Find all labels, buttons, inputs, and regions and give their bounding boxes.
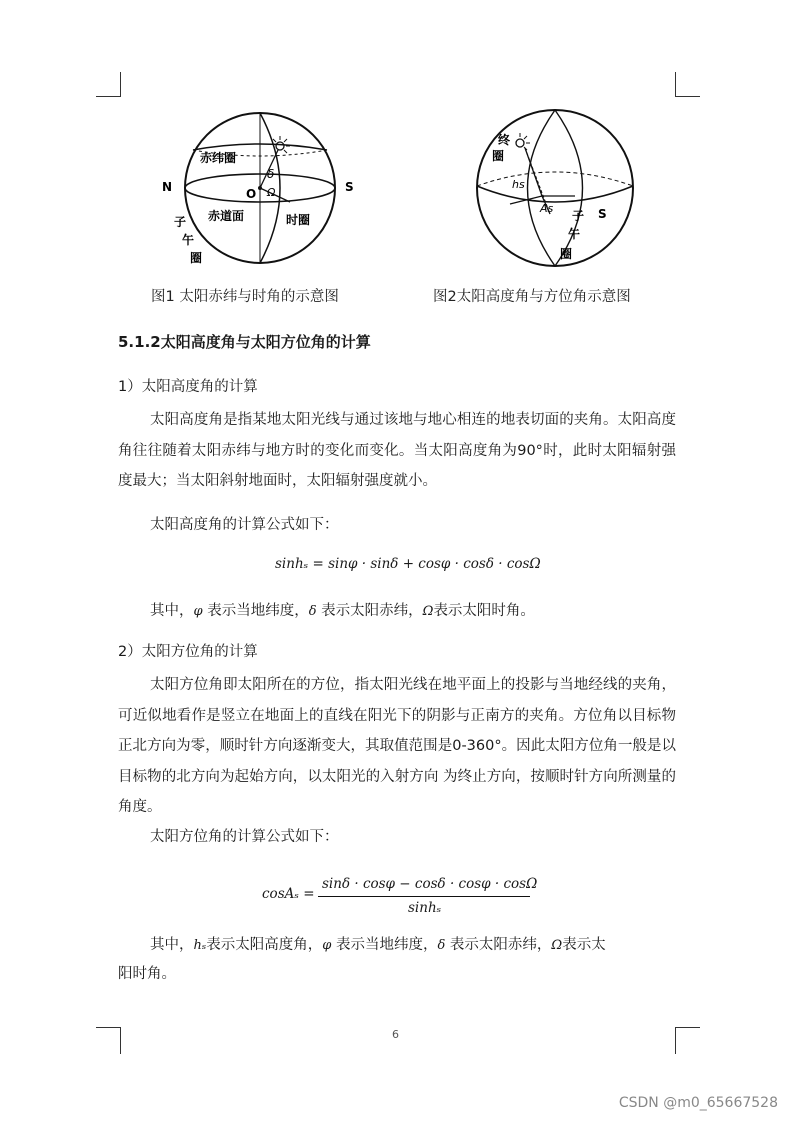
fig2-label-zhong: 终 bbox=[498, 133, 511, 147]
where1-phi: φ bbox=[193, 604, 203, 619]
formula2-intro: 太阳方位角的计算公式如下： bbox=[150, 829, 339, 845]
where1-prefix: 其中， bbox=[150, 603, 194, 619]
crop-mark-bottom-right bbox=[675, 1027, 700, 1054]
where1-text1: 表示当地纬度， bbox=[202, 603, 309, 619]
subheading-altitude: 1）太阳高度角的计算 bbox=[118, 379, 258, 395]
fig2-label-ziwu-1: 子 bbox=[572, 209, 585, 223]
where2-delta: δ bbox=[437, 938, 446, 953]
figure1-caption: 图1 太阳赤纬与时角的示意图 bbox=[151, 289, 339, 305]
crop-mark-top-right bbox=[675, 72, 700, 97]
formula2-lhs: cosAₛ = bbox=[262, 886, 315, 902]
paragraph-azimuth-definition: 太阳方位角即太阳所在的方位，指太阳光线在地平面上的投影与当地经线的夹角，可近似地看作是竖立在地面上的直线在阳光下的阴影与正南方的夹角。方位角以目标物正北方向为零，顺时针方向逐渐变大，其取值范围是0-360°。因此太阳方位角一般是以目标物的北方向为起始方向，以太阳光的入射方向 为终止方向，按顺时针方向所测量的角度。 bbox=[118, 677, 676, 815]
where2-prefix: 其中， bbox=[150, 937, 194, 953]
fig1-label-delta: δ bbox=[267, 167, 275, 181]
fig2-label-hs: hs bbox=[512, 178, 525, 191]
fig1-label-O: O bbox=[246, 187, 257, 201]
formula2-explanation bbox=[150, 933, 606, 954]
fig1-label-ziwu-2: 午 bbox=[182, 233, 195, 247]
where2-omega: Ω bbox=[551, 938, 563, 953]
where1-delta: δ bbox=[308, 604, 317, 619]
fig2-label-quan: 圈 bbox=[492, 149, 505, 163]
where2-text4: 表示太 bbox=[562, 937, 606, 953]
figure1-sun-declination-diagram bbox=[160, 108, 360, 278]
where1-omega: Ω bbox=[422, 604, 434, 619]
formula2-explanation-line2: 阳时角。 bbox=[118, 966, 176, 982]
figure2-caption: 图2太阳高度角与方位角示意图 bbox=[433, 289, 631, 305]
where1-text3: 表示太阳时角。 bbox=[433, 603, 535, 619]
where2-text2: 表示当地纬度， bbox=[331, 937, 438, 953]
fig2-label-ziwu-2: 午 bbox=[568, 227, 581, 241]
crop-mark-top-left bbox=[96, 72, 121, 97]
fig1-label-ziwu-3: 圈 bbox=[190, 251, 203, 265]
section-heading: 5.1.2太阳高度角与太阳方位角的计算 bbox=[118, 333, 371, 351]
fig1-label-chidao: 赤道面 bbox=[208, 209, 245, 223]
fig2-label-ziwu-3: 圈 bbox=[560, 247, 573, 261]
fig1-label-N: N bbox=[162, 180, 173, 194]
paragraph-altitude-definition: 太阳高度角是指某地太阳光线与通过该地与地心相连的地表切面的夹角。太阳高度角往往随着太阳赤纬与地方时的变化而变化。当太阳高度角为90°时，此时太阳辐射强度最大；当太阳斜射地面时，太阳辐射强度就小。 bbox=[118, 412, 676, 489]
where2-hs: hₛ bbox=[193, 938, 207, 953]
fig2-label-As: As bbox=[540, 202, 554, 215]
fig1-label-shiquan: 时圈 bbox=[286, 213, 311, 227]
page-number: 6 bbox=[392, 1028, 399, 1041]
formula1-intro: 太阳高度角的计算公式如下： bbox=[150, 517, 339, 533]
fig1-label-chiwei: 赤纬圈 bbox=[200, 151, 237, 165]
formula-altitude: sinhₛ = sinφ · sinδ + cosφ · cosδ · cosΩ bbox=[275, 556, 541, 572]
formula1-explanation bbox=[150, 599, 535, 620]
crop-mark-bottom-left bbox=[96, 1027, 121, 1054]
figure2-sun-altitude-azimuth-diagram bbox=[470, 108, 640, 273]
subheading-azimuth: 2）太阳方位角的计算 bbox=[118, 644, 258, 660]
formula2-fraction-bar bbox=[318, 896, 530, 897]
where2-text3: 表示太阳赤纬， bbox=[445, 937, 552, 953]
formula2-numerator: sinδ · cosφ − cosδ · cosφ · cosΩ bbox=[322, 876, 538, 892]
fig1-label-omega: Ω bbox=[267, 186, 276, 199]
where2-phi: φ bbox=[322, 938, 332, 953]
where1-text2: 表示太阳赤纬， bbox=[316, 603, 423, 619]
where2-text1: 表示太阳高度角， bbox=[206, 937, 323, 953]
formula2-denominator: sinhₛ bbox=[408, 900, 442, 916]
fig1-label-S: S bbox=[345, 180, 354, 194]
fig1-label-ziwu-1: 子 bbox=[174, 215, 187, 229]
fig2-label-S: S bbox=[598, 207, 607, 221]
watermark: CSDN @m0_65667528 bbox=[618, 1095, 778, 1111]
